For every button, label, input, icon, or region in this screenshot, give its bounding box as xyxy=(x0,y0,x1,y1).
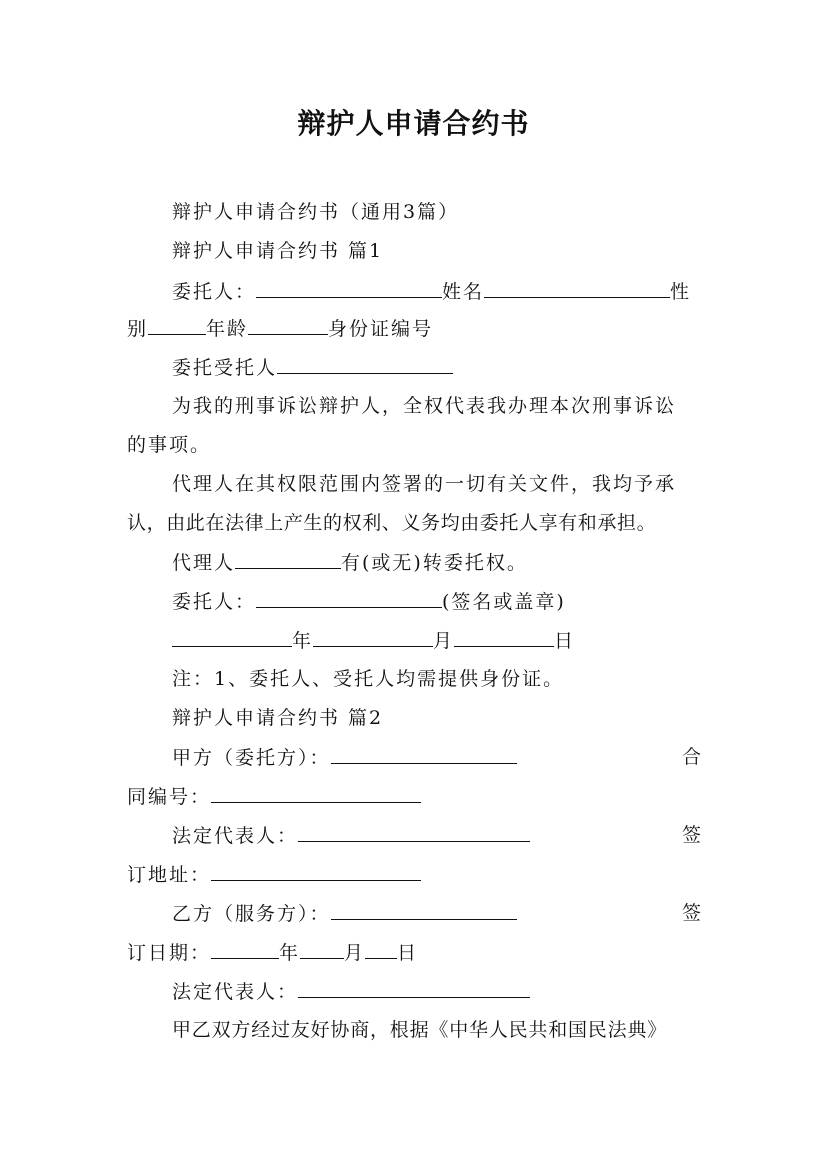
date-line: 年 月 日 xyxy=(172,628,575,653)
party-a-line: 甲方（委托方）： xyxy=(172,745,517,770)
section-heading-1: 辩护人申请合约书 篇1 xyxy=(172,240,384,262)
paragraph-line: 甲乙双方经过友好协商，根据《中华人民共和国民法典》 xyxy=(172,1019,668,1041)
sign-date-line: 订日期： 年 月 日 xyxy=(127,942,419,964)
contract-number-line: 同编号： xyxy=(127,784,421,809)
paragraph-line: 为我的刑事诉讼辩护人，全权代表我办理本次刑事诉讼 xyxy=(172,395,677,417)
trustee-line: 委托受托人 xyxy=(172,355,453,380)
note-line: 注：1、委托人、受托人均需提供身份证。 xyxy=(172,668,565,690)
legal-rep-line: 法定代表人： xyxy=(172,823,530,848)
client-info-line: 别 年龄 身份证编号 xyxy=(127,318,434,340)
signature-line: 委托人： (签名或盖章) xyxy=(172,591,566,613)
party-b-line: 乙方（服务方）： xyxy=(172,901,517,926)
agent-line: 代理人 有(或无)转委托权。 xyxy=(172,552,528,574)
wrap-char: 签 xyxy=(682,824,702,846)
paragraph-line: 认，由此在法律上产生的权利、义务均由委托人享有和承担。 xyxy=(127,512,657,534)
paragraph-line: 代理人在其权限范围内签署的一切有关文件，我均予承 xyxy=(172,473,677,495)
client-name-line: 委托人： 姓名 性 xyxy=(172,281,692,303)
section-heading-2: 辩护人申请合约书 篇2 xyxy=(172,707,384,729)
paragraph-line: 的事项。 xyxy=(127,434,212,456)
subtitle-line: 辩护人申请合约书（通用3篇） xyxy=(172,201,460,223)
document-title: 辩护人申请合约书 xyxy=(297,107,530,140)
legal-rep-b-line: 法定代表人： xyxy=(172,979,530,1004)
wrap-char: 合 xyxy=(682,746,702,768)
wrap-char: 签 xyxy=(682,902,702,924)
sign-address-line: 订地址： xyxy=(127,862,421,887)
